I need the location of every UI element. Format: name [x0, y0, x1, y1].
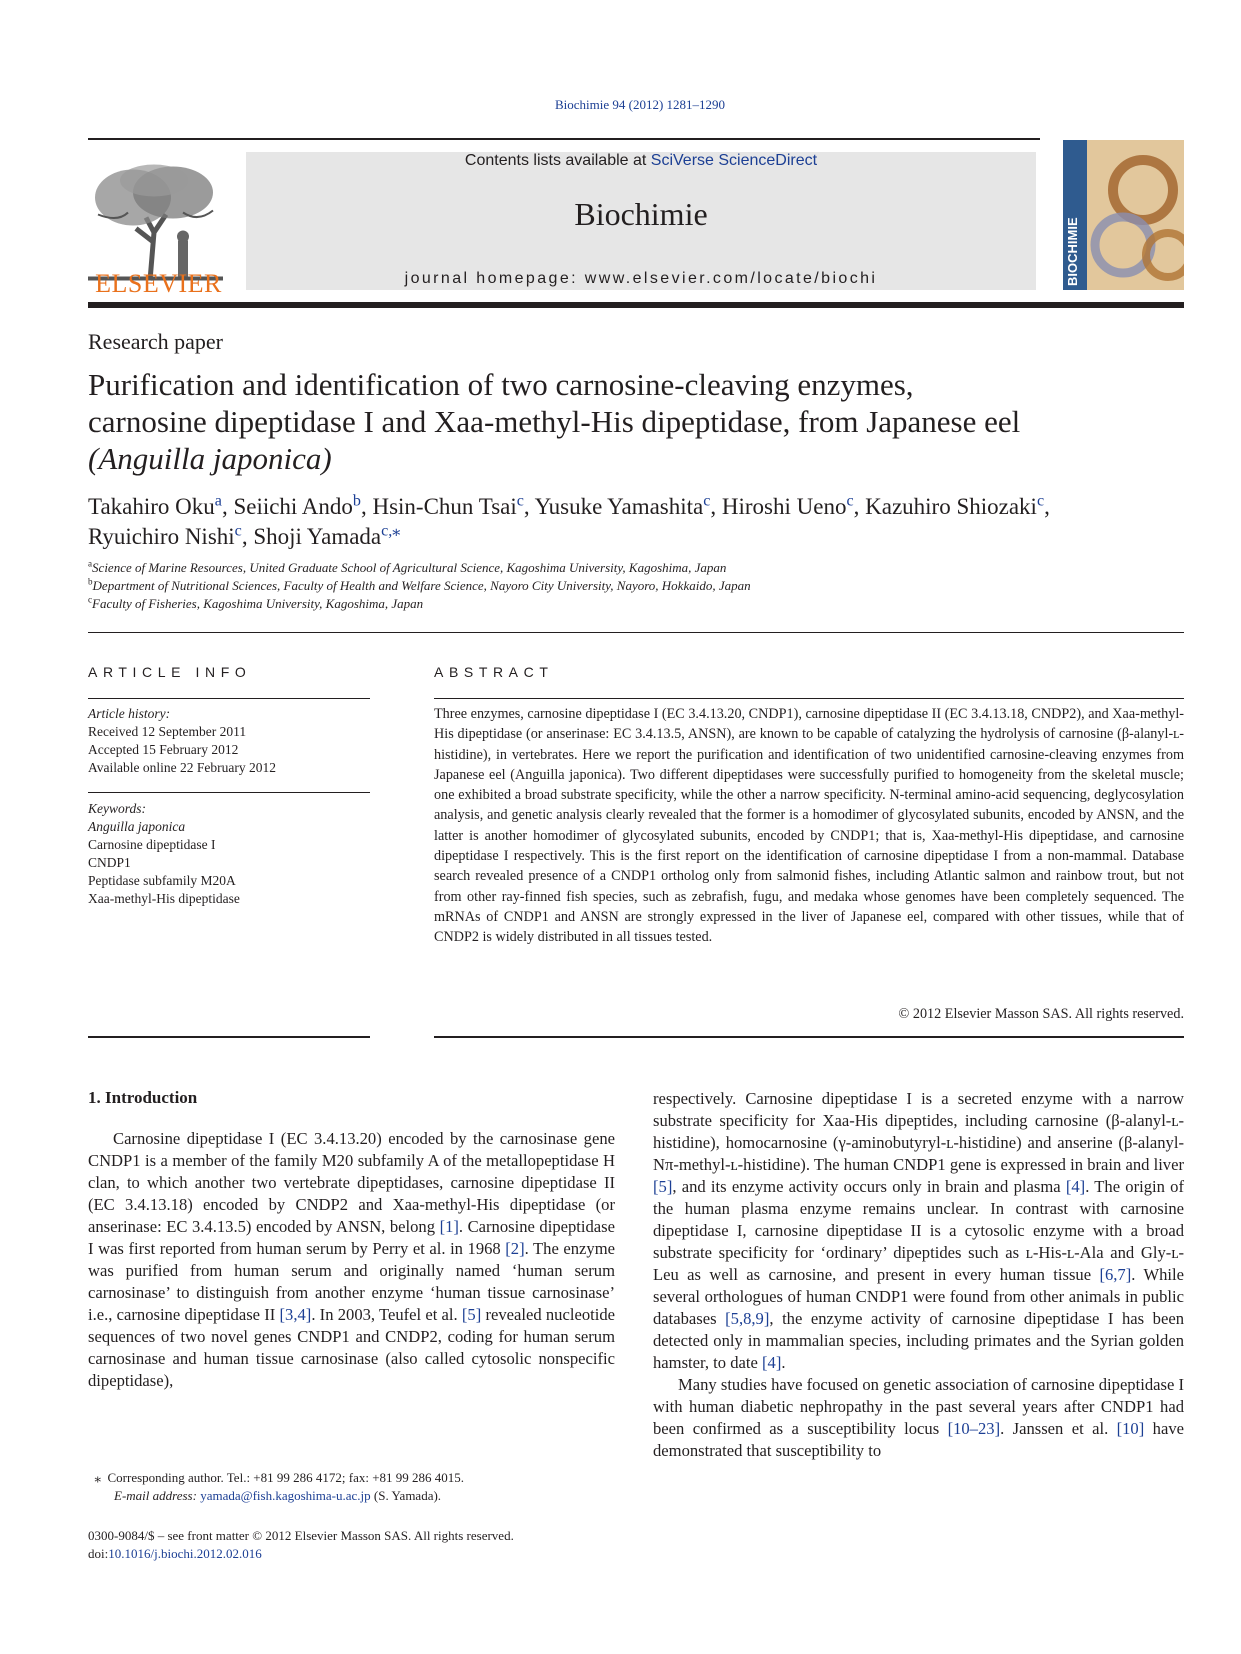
reference-link[interactable]: [10–23] [947, 1419, 1001, 1438]
reference-link[interactable]: [10] [1116, 1419, 1145, 1438]
doi-link[interactable]: 10.1016/j.biochi.2012.02.016 [108, 1546, 262, 1561]
journal-banner [246, 152, 1036, 290]
history-online: Available online 22 February 2012 [88, 760, 276, 775]
reference-link[interactable]: [2] [505, 1239, 525, 1258]
header-thick-rule [88, 302, 1184, 308]
keyword: Peptidase subfamily M20A [88, 873, 236, 888]
intro-paragraph-1-cont: respectively. Carnosine dipeptidase I is a secreted enzyme with a narrow substrate specificity for Xaa-His dipeptides, including carnosine (β-alanyl-ʟ-histidine), homocarnosine (γ-aminobutyryl-ʟ-histidine) and anserine (β-alanyl-Nπ-methyl-ʟ-histidine). The human CNDP1 gene is expressed in brain and liver [5], and its enzyme activity occurs only in brain and plasma [4]. The origin of the human plasma enzyme remains unclear. In contrast with carnosine dipeptidase I, carnosine dipeptidase II is a cytosolic enzyme with a broad substrate specificity for ‘ordinary’ dipeptides such as ʟ-His-ʟ-Ala and Gly-ʟ-Leu as well as carnosine, and present in every human tissue [6,7]. While several orthologues of human CNDP1 were found from other animals in public databases [5,8,9], the enzyme activity of carnosine dipeptidase I has been detected only in mammalian species, including primates and the Syrian golden hamster, to date [4]. [653, 1089, 1184, 1372]
header-rule [88, 138, 1040, 140]
footnote-email-line: E-mail address: yamada@fish.kagoshima-u.ac.jp (S. Yamada). [114, 1488, 442, 1503]
keywords-label: Keywords: [88, 801, 146, 816]
affiliation-a: $^a$Science of Marine Resources, United Graduate School of Agricultural Science, Kagoshima University, Kagoshima, Japan [88, 558, 727, 575]
keyword: Xaa-methyl-His dipeptidase [88, 891, 240, 906]
body-column-right [653, 1088, 1184, 1462]
keyword: Anguilla japonica [88, 819, 186, 834]
front-matter-line: 0300-9084/$ – see front matter © 2012 Elsevier Masson SAS. All rights reserved. [88, 1528, 514, 1543]
affiliation-b: $^b$Department of Nutritional Sciences, Faculty of Health and Welfare Science, Nayoro City University, Nayoro, Hokkaido, Japan [88, 576, 751, 593]
author[interactable]: Yusuke Yamashita$^c$, [534, 492, 722, 519]
title-line-2: carnosine dipeptidase I and Xaa-methyl-His dipeptidase, from Japanese eel [88, 404, 1021, 439]
reference-link[interactable]: [4] [762, 1353, 782, 1372]
reference-link[interactable]: [4] [1065, 1177, 1086, 1196]
author[interactable]: Hiroshi Ueno$^c$, [721, 492, 866, 519]
journal-citation[interactable]: Biochimie 94 (2012) 1281–1290 [554, 97, 726, 112]
contents-prefix: Contents lists available at [464, 152, 651, 169]
article-title [88, 366, 1188, 477]
elsevier-wordmark: ELSEVIER [95, 269, 222, 298]
reference-link[interactable]: [3,4] [279, 1305, 312, 1324]
author[interactable]: Kazuhiro Shiozaki$^c$, [865, 492, 1050, 519]
abstract-copyright: © 2012 Elsevier Masson SAS. All rights reserved. [898, 1006, 1184, 1022]
keyword: Carnosine dipeptidase I [88, 837, 216, 852]
title-line-3: (Anguilla japonica) [88, 441, 332, 476]
intro-paragraph-2: Many studies have focused on genetic association of carnosine dipeptidase I with human diabetic nephropathy in the past several years after CNDP1 had been confirmed as a susceptibility locus [10–23]. Janssen et al. [10] have demonstrated that susceptibility to [653, 1375, 1184, 1460]
intro-paragraph-1: Carnosine dipeptidase I (EC 3.4.13.20) encoded by the carnosinase gene CNDP1 is a member of the family M20 subfamily A of the metallopeptidase H clan, to which another two vertebrate dipeptidases, carnosine dipeptidase II (EC 3.4.13.18) encoded by CNDP2 and Xaa-methyl-His dipeptidase (or anserinase: EC 3.4.13.5) encoded by ANSN, belong [1]. Carnosine dipeptidase I was first reported from human serum by Perry et al. in 1968 [2]. The enzyme was purified from human serum and originally named ‘human serum carnosinase’ to distinguish from another enzyme ‘human tissue carnosinase’ i.e., carnosine dipeptidase II [3,4]. In 2003, Teufel et al. [5] revealed nucleotide sequences of two novel genes CNDP1 and CNDP2, coding for human serum carnosinase and human tissue carnosinase (also called cytosolic nonspecific dipeptidase), [88, 1129, 615, 1390]
author[interactable]: Seiichi Ando$^b$, [233, 492, 373, 519]
contents-available-line [246, 152, 1036, 170]
affiliation-list [88, 559, 1188, 613]
history-accepted: Accepted 15 February 2012 [88, 742, 239, 757]
affiliation-c: $^c$Faculty of Fisheries, Kagoshima University, Kagoshima, Japan [88, 594, 424, 611]
introduction-heading: 1. Introduction [88, 1088, 198, 1107]
body-column-left [88, 1128, 615, 1392]
reference-link[interactable]: [5] [653, 1177, 673, 1196]
abstract-heading: ABSTRACT [434, 664, 554, 680]
article-info-heading: ARTICLE INFO [88, 664, 252, 680]
journal-title: Biochimie [574, 196, 708, 232]
cover-journal-label: BIOCHIMIE [1065, 217, 1080, 286]
keywords-list [88, 800, 370, 908]
author[interactable]: Takahiro Oku$^a$, [88, 492, 234, 519]
reference-link[interactable]: [6,7] [1099, 1265, 1132, 1284]
history-received: Received 12 September 2011 [88, 724, 247, 739]
doi-line: doi:10.1016/j.biochi.2012.02.016 [88, 1546, 262, 1561]
front-matter [88, 1527, 688, 1563]
history-label: Article history: [88, 706, 171, 721]
author[interactable]: Shoji Yamada$^{c,⁎}$ [253, 522, 401, 549]
article-history [88, 705, 370, 777]
email-link[interactable]: yamada@fish.kagoshima-u.ac.jp [200, 1488, 371, 1503]
sciencedirect-link[interactable]: SciVerse ScienceDirect [650, 152, 818, 169]
reference-link[interactable]: [5] [461, 1305, 482, 1324]
title-line-1: Purification and identification of two carnosine-cleaving enzymes, [88, 367, 914, 402]
reference-link[interactable]: [5,8,9] [725, 1309, 770, 1328]
journal-homepage-link[interactable]: journal homepage: www.elsevier.com/locate/biochi [404, 270, 878, 287]
article-info-bottom-rule [88, 1036, 370, 1038]
article-type: Research paper [88, 329, 223, 354]
author-list [88, 492, 1188, 552]
footnote-line-1: ⁎ Corresponding author. Tel.: +81 99 286 4172; fax: +81 99 286 4015. [94, 1470, 465, 1485]
journal-cover-image [1063, 140, 1184, 290]
keywords-rule [88, 792, 370, 793]
abstract-rule [434, 698, 1184, 699]
corresponding-author-footnote [88, 1469, 615, 1505]
reference-link[interactable]: [1] [439, 1217, 459, 1236]
article-info-rule [88, 698, 370, 699]
author[interactable]: Hsin-Chun Tsai$^c$, [372, 492, 535, 519]
author[interactable]: Ryuichiro Nishi$^c$, [88, 522, 254, 549]
abstract-text: Three enzymes, carnosine dipeptidase I (EC 3.4.13.20, CNDP1), carnosine dipeptidase II (EC 3.4.13.18, CNDP2), and Xaa-methyl-His dipeptidase (or anserinase: EC 3.4.13.5, ANSN), are known to be capable of catalyzing the hydrolysis of carnosine (β-alanyl-ʟ-histidine), in vertebrates. Here we report the purification and identification of two unidentified carnosine-cleaving enzymes from Japanese eel (Anguilla japonica). Two different dipeptidases were successfully purified to homogeneity from the skeletal muscle; one exhibited a broad substrate specificity, while the other a narrow specificity. N-terminal amino-acid sequencing, deglycosylation analysis, and genetic analysis clearly revealed that the former is a homodimer of glycosylated subunits, encoded by ANSN, and the latter is another homodimer of glycosylated subunits, encoded by CNDP1; that is, Xaa-methyl-His dipeptidase, and carnosine dipeptidase I respectively. This is the first report on the identification of carnosine dipeptidase I from a non-mammal. Database search revealed presence of a CNDP1 ortholog only from salmonid fishes, including Atlantic salmon and rainbow trout, but not from other ray-finned fish species, such as zebrafish, fugu, and medaka whose genomes have been completely sequenced. The mRNAs of CNDP1 and ANSN are strongly expressed in the liver of Japanese eel, compared with other tissues, while that of CNDP2 is widely distributed in all tissues tested. [434, 706, 1184, 946]
affiliation-rule [88, 632, 1184, 633]
abstract-bottom-rule [434, 1036, 1184, 1038]
keyword: CNDP1 [88, 855, 131, 870]
